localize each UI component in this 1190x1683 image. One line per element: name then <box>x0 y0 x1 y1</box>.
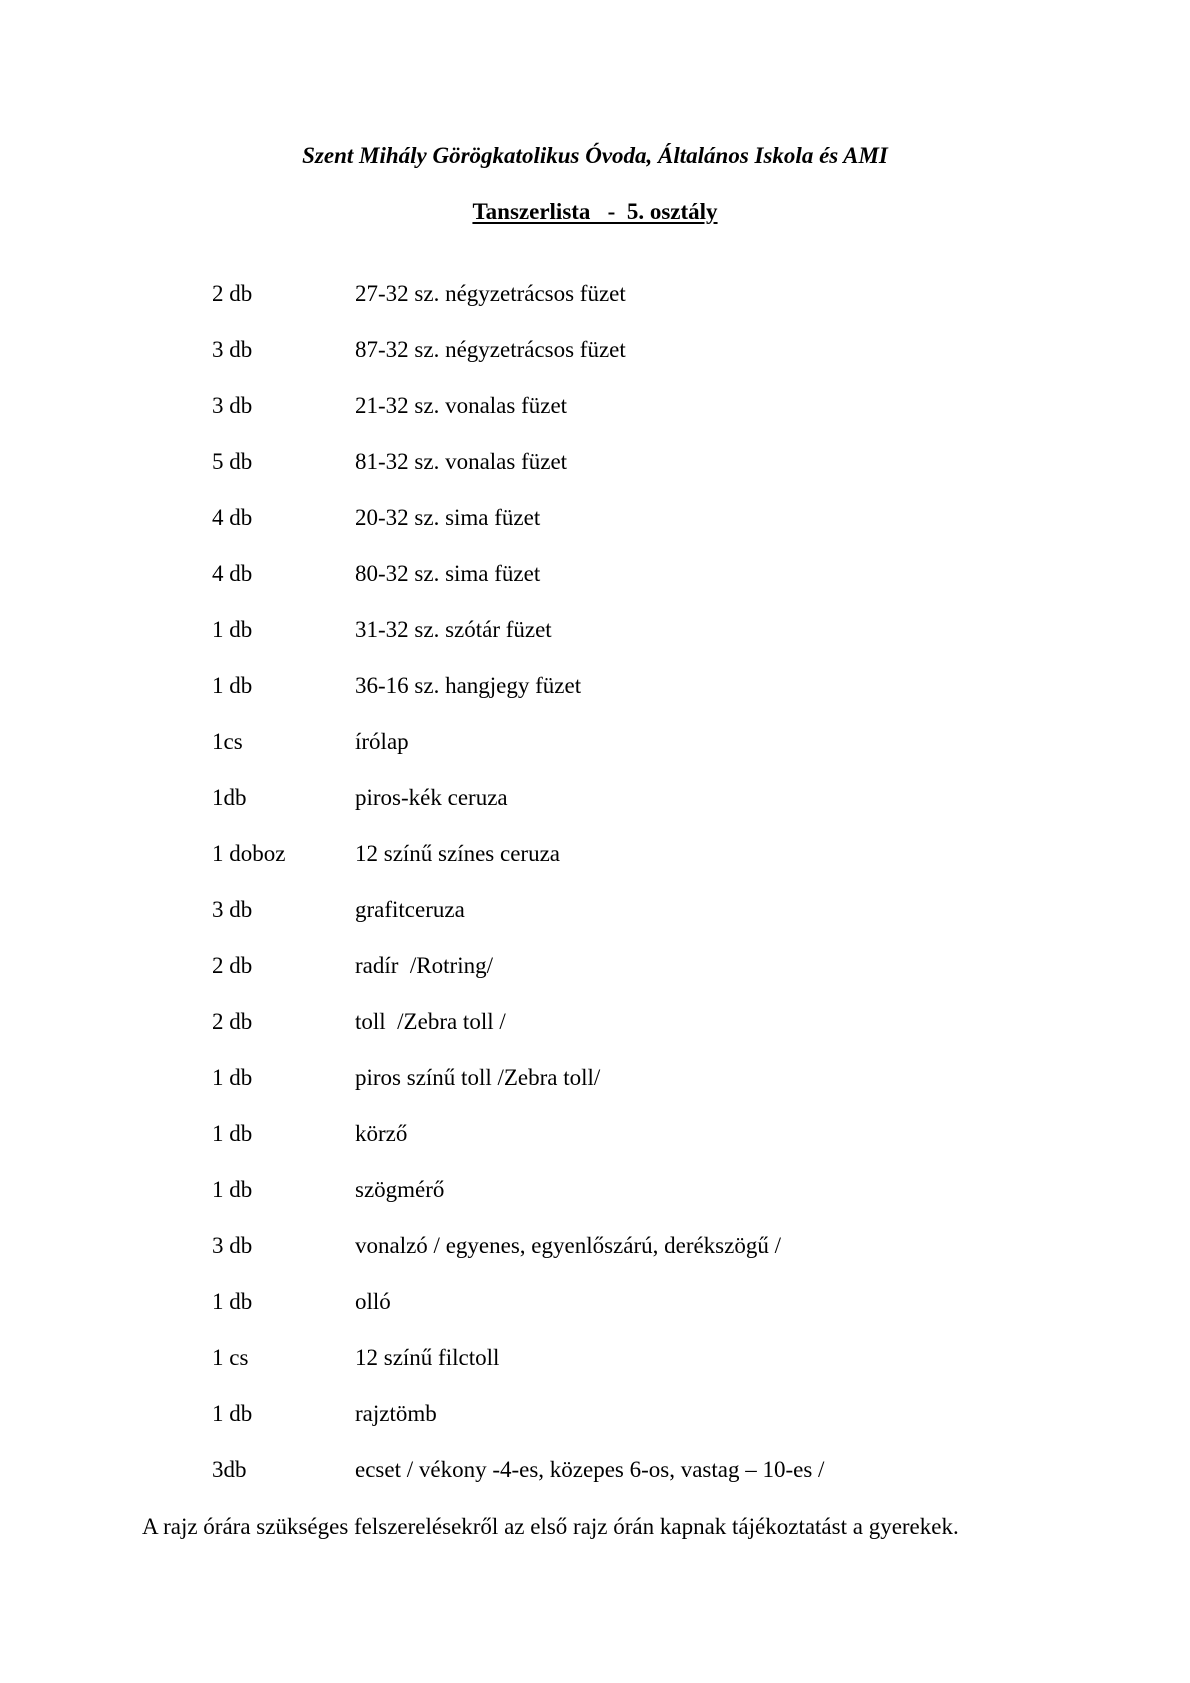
list-heading <box>0 196 1190 228</box>
item-quantity: 4 db <box>212 505 253 530</box>
list-heading-text: Tanszerlista - 5. osztály <box>472 199 718 224</box>
item-quantity: 5 db <box>212 449 253 474</box>
supply-row <box>212 1118 1112 1174</box>
item-quantity: 1 db <box>212 1401 253 1426</box>
item-description: vonalzó / egyenes, egyenlőszárú, derékszögű / <box>355 1233 781 1258</box>
supply-row <box>212 1174 1112 1230</box>
item-description: írólap <box>355 729 409 754</box>
supply-row <box>212 950 1112 1006</box>
item-description: 36-16 sz. hangjegy füzet <box>355 673 582 698</box>
item-quantity: 3 db <box>212 337 253 362</box>
item-description: 20-32 sz. sima füzet <box>355 505 541 530</box>
item-quantity: 1db <box>212 785 247 810</box>
item-quantity: 1 db <box>212 1177 253 1202</box>
item-quantity: 4 db <box>212 561 253 586</box>
supply-row <box>212 1006 1112 1062</box>
item-description: piros-kék ceruza <box>355 785 508 810</box>
item-description: 87-32 sz. négyzetrácsos füzet <box>355 337 626 362</box>
item-description: ecset / vékony -4-es, közepes 6-os, vastag – 10-es / <box>355 1457 825 1482</box>
supply-list <box>212 278 1112 1510</box>
item-quantity: 1cs <box>212 729 243 754</box>
item-quantity: 1 doboz <box>212 841 286 866</box>
item-quantity: 1 db <box>212 1065 253 1090</box>
supply-row <box>212 278 1112 334</box>
supply-row <box>212 726 1112 782</box>
item-quantity: 1 db <box>212 673 253 698</box>
item-description: grafitceruza <box>355 897 465 922</box>
supply-row <box>212 894 1112 950</box>
item-description: radír /Rotring/ <box>355 953 493 978</box>
item-description: piros színű toll /Zebra toll/ <box>355 1065 601 1090</box>
footer-note: A rajz órára szükséges felszerelésekről az első rajz órán kapnak tájékoztatást a gyerekek. <box>142 1514 959 1539</box>
item-description: 12 színű filctoll <box>355 1345 500 1370</box>
item-description: 12 színű színes ceruza <box>355 841 561 866</box>
item-description: 81-32 sz. vonalas füzet <box>355 449 568 474</box>
item-quantity: 3 db <box>212 897 253 922</box>
supply-row <box>212 1230 1112 1286</box>
item-quantity: 2 db <box>212 953 253 978</box>
supply-row <box>212 390 1112 446</box>
item-description: olló <box>355 1289 391 1314</box>
supply-row <box>212 558 1112 614</box>
item-quantity: 1 db <box>212 1289 253 1314</box>
supply-row <box>212 614 1112 670</box>
item-quantity: 2 db <box>212 281 253 306</box>
item-quantity: 3db <box>212 1457 247 1482</box>
supply-row <box>212 502 1112 558</box>
item-description: 80-32 sz. sima füzet <box>355 561 541 586</box>
item-description: 21-32 sz. vonalas füzet <box>355 393 568 418</box>
item-quantity: 1 db <box>212 617 253 642</box>
item-quantity: 3 db <box>212 393 253 418</box>
item-quantity: 2 db <box>212 1009 253 1034</box>
item-description: rajztömb <box>355 1401 437 1426</box>
item-description: 27-32 sz. négyzetrácsos füzet <box>355 281 626 306</box>
item-description: körző <box>355 1121 408 1146</box>
supply-row <box>212 1398 1112 1454</box>
supply-row <box>212 1286 1112 1342</box>
item-description: szögmérő <box>355 1177 445 1202</box>
supply-row <box>212 1342 1112 1398</box>
supply-row <box>212 670 1112 726</box>
supply-row <box>212 1454 1112 1510</box>
item-description: toll /Zebra toll / <box>355 1009 506 1034</box>
supply-row <box>212 1062 1112 1118</box>
item-quantity: 1 db <box>212 1121 253 1146</box>
supply-row <box>212 446 1112 502</box>
school-name-title: Szent Mihály Görögkatolikus Óvoda, Általános Iskola és AMI <box>302 143 888 168</box>
supply-row <box>212 334 1112 390</box>
item-description: 31-32 sz. szótár füzet <box>355 617 552 642</box>
item-quantity: 1 cs <box>212 1345 249 1370</box>
supply-row <box>212 782 1112 838</box>
item-quantity: 3 db <box>212 1233 253 1258</box>
supply-row <box>212 838 1112 894</box>
